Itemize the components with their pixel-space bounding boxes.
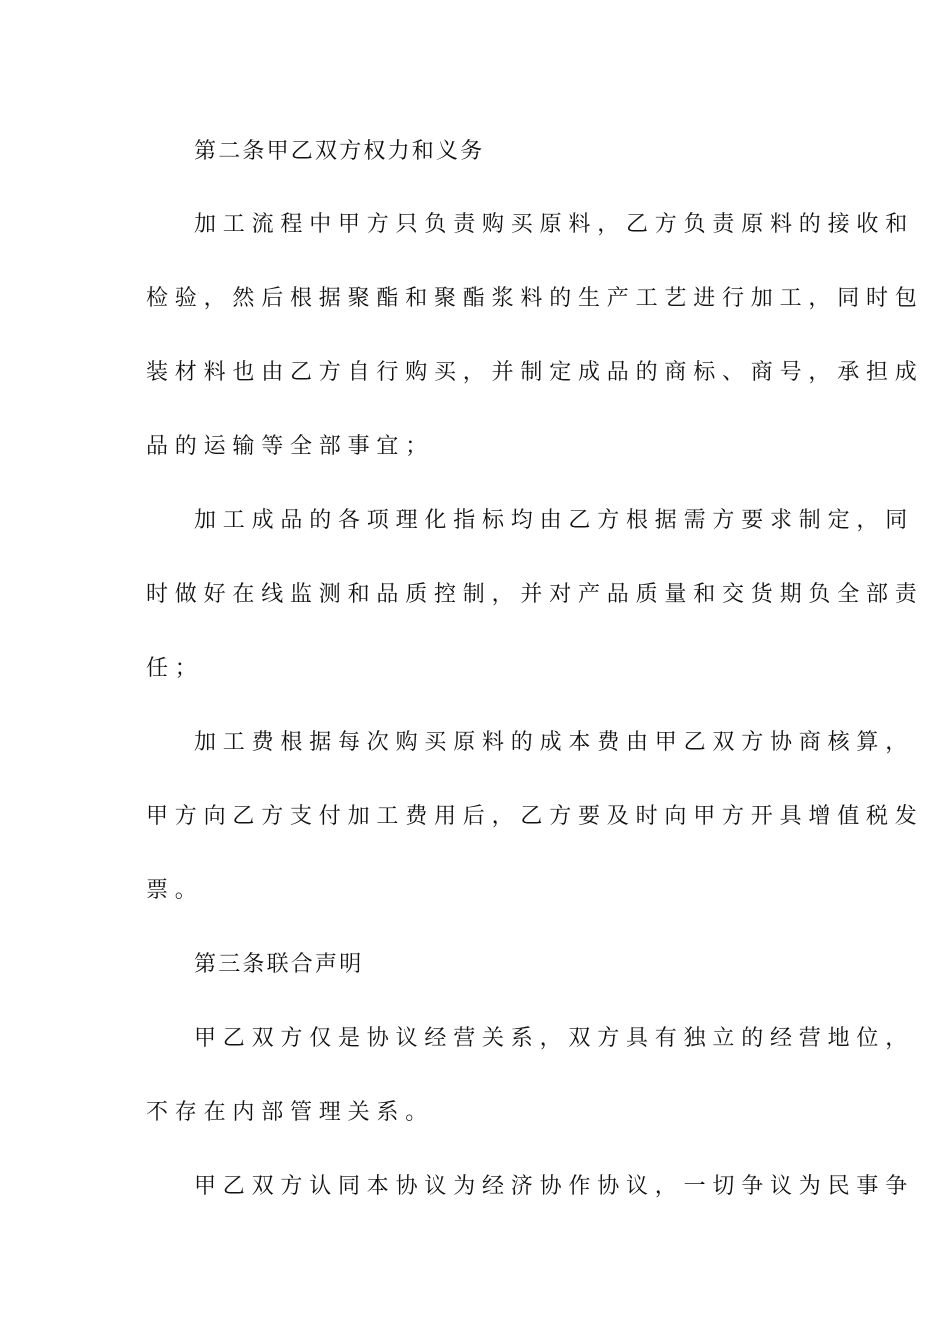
paragraph-line: 时做好在线监测和品质控制，并对产品质量和交货期负全部责 <box>146 582 924 607</box>
section-heading-article-2: 第二条甲乙双方权力和义务 <box>194 139 485 164</box>
paragraph-line: 甲乙双方仅是协议经营关系，双方具有独立的经营地位， <box>194 1026 915 1051</box>
paragraph-line: 加工流程中甲方只负责购买原料，乙方负责原料的接收和 <box>194 212 915 237</box>
paragraph-line: 票。 <box>146 878 204 903</box>
paragraph-line: 检验，然后根据聚酯和聚酯浆料的生产工艺进行加工，同时包 <box>146 286 924 311</box>
paragraph-line: 甲乙双方认同本协议为经济协作协议，一切争议为民事争 <box>194 1174 915 1199</box>
paragraph-line: 加工费根据每次购买原料的成本费由甲乙双方协商核算， <box>194 730 915 755</box>
paragraph-line: 甲方向乙方支付加工费用后，乙方要及时向甲方开具增值税发 <box>146 804 924 829</box>
paragraph-line: 任； <box>146 656 204 681</box>
paragraph-line: 加工成品的各项理化指标均由乙方根据需方要求制定，同 <box>194 508 915 533</box>
section-heading-article-3: 第三条联合声明 <box>194 952 364 977</box>
paragraph-line: 不存在内部管理关系。 <box>146 1100 435 1125</box>
paragraph-line: 装材料也由乙方自行购买，并制定成品的商标、商号，承担成 <box>146 360 924 385</box>
paragraph-line: 品的运输等全部事宜； <box>146 434 435 459</box>
